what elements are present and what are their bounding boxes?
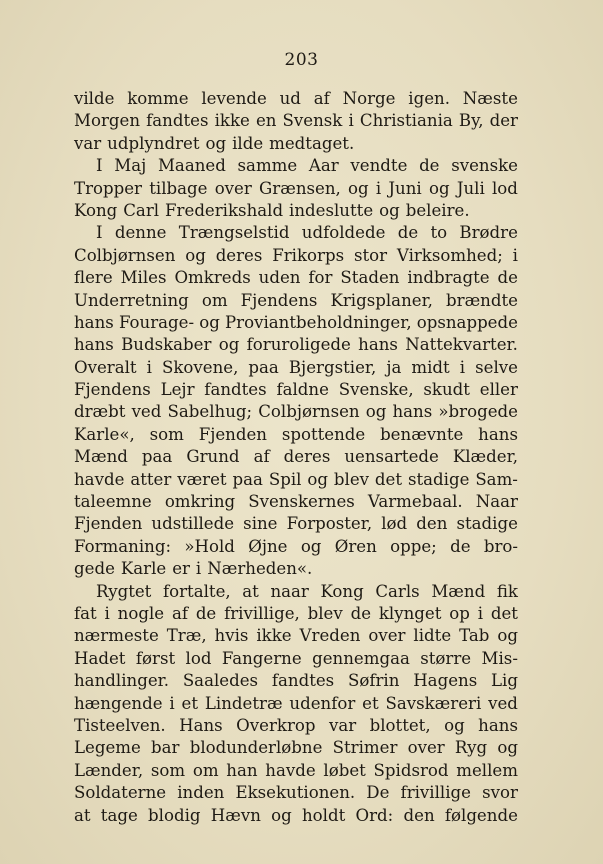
word: Fjendens — [74, 380, 151, 400]
word: Carls — [375, 581, 420, 601]
word: Mis- — [481, 648, 518, 668]
text-line — [74, 715, 518, 737]
word: Maaned — [157, 156, 226, 176]
word: og — [348, 178, 369, 198]
word: vendte — [350, 156, 408, 176]
word: Ryg — [454, 738, 488, 758]
text-line — [74, 513, 518, 535]
word: Svenske, — [338, 380, 414, 400]
word: inden — [177, 783, 225, 803]
word: Juni — [388, 178, 422, 198]
word: at — [242, 581, 259, 601]
word: stadige — [407, 469, 470, 489]
text-line — [74, 401, 518, 423]
word: Varmebaal. — [367, 492, 463, 512]
word: at — [74, 805, 91, 825]
word: Underretning — [74, 290, 189, 310]
text-line — [74, 760, 518, 782]
word: svor — [482, 783, 518, 803]
text-line — [74, 693, 518, 715]
text-line — [74, 178, 518, 200]
word: følgende — [444, 805, 518, 825]
text-line — [74, 267, 518, 289]
word: Colbjørnsen — [74, 245, 176, 265]
word: ud — [279, 89, 301, 108]
word: Frikorps — [272, 245, 345, 265]
text-line — [74, 805, 518, 827]
word: Norge — [342, 89, 396, 108]
word: ved — [131, 402, 162, 422]
word: af — [253, 447, 270, 467]
word: større — [420, 648, 472, 668]
word: i — [348, 111, 354, 131]
word: og — [428, 178, 450, 198]
word: ved — [488, 693, 518, 713]
word: Træ, — [166, 626, 207, 646]
word: Juli — [456, 178, 485, 198]
text-line — [74, 110, 518, 132]
word: Mænd — [74, 447, 128, 467]
word: foruroligede — [246, 335, 351, 355]
word: og — [300, 536, 322, 556]
word: Klæder, — [452, 447, 518, 467]
word: og — [379, 200, 400, 220]
word: mellem — [456, 760, 518, 780]
word: Savskæreri — [385, 693, 482, 713]
word: levende — [201, 89, 267, 108]
word: fandtes — [204, 380, 267, 400]
word: Overalt — [74, 357, 137, 377]
word: lidte — [413, 626, 452, 646]
word: de — [497, 268, 518, 288]
word: hans — [478, 715, 518, 735]
word: Kong — [320, 581, 364, 601]
word: lod — [492, 178, 518, 198]
word: i — [146, 357, 152, 377]
word: de — [195, 603, 217, 623]
word: selve — [475, 357, 518, 377]
word: frivillige — [400, 783, 471, 803]
word: om — [201, 290, 228, 310]
word: i — [459, 357, 466, 377]
text-line — [74, 290, 518, 312]
word: Sabelhug; — [167, 402, 253, 422]
word: Strimer — [332, 738, 398, 758]
word: »Hold — [184, 536, 235, 556]
word: paa — [248, 357, 279, 377]
word: indbragte — [407, 268, 490, 288]
word: Omkreds — [174, 268, 251, 288]
word: Hans — [179, 715, 223, 735]
word: Fourage- — [118, 312, 195, 332]
word: Fjenden — [74, 514, 143, 534]
word: eller — [479, 380, 518, 400]
word: Svensk — [282, 111, 343, 131]
word: lod — [185, 648, 212, 668]
word: Hadet — [74, 648, 126, 668]
word: løbet — [323, 760, 366, 780]
word: Forposter, — [286, 514, 373, 534]
text-line — [74, 603, 518, 625]
word: om — [192, 760, 219, 780]
word: fat — [74, 603, 97, 623]
word: Hævn — [210, 805, 261, 825]
word: fik — [496, 581, 518, 601]
word: Øjne — [248, 536, 288, 556]
word: Brødre — [459, 223, 518, 243]
word: Hagens — [413, 671, 478, 691]
word: Lindetræ — [204, 693, 283, 713]
word: Grund — [186, 447, 240, 467]
word: Eksekutionen. — [235, 783, 356, 803]
word: taleemne — [74, 492, 152, 512]
text-line — [74, 670, 518, 692]
word: atter — [130, 469, 172, 489]
word: midt — [411, 357, 450, 377]
word: Bjergstier, — [288, 357, 377, 377]
word: Maj — [114, 156, 147, 176]
word: blodig — [148, 805, 201, 825]
word: Trængselstid — [178, 223, 290, 243]
word: Nærheden«. — [207, 559, 313, 579]
word: gennemgaa — [312, 648, 410, 668]
word: tage — [100, 805, 138, 825]
word: hans — [392, 402, 433, 422]
word: Fjenden — [198, 424, 267, 444]
word: udstillede — [151, 514, 235, 534]
text-line — [74, 424, 518, 446]
text-line — [74, 782, 518, 804]
word: et — [181, 693, 199, 713]
word: hans — [74, 335, 114, 355]
word: stadige — [456, 514, 518, 534]
word: Christiania — [359, 111, 453, 131]
word: uensartede — [344, 447, 439, 467]
text-line — [74, 334, 518, 356]
text-line — [74, 581, 518, 603]
word: Karle — [120, 559, 167, 579]
word: fandtes — [271, 671, 335, 691]
word: klynget — [378, 603, 442, 623]
word: udenfor — [289, 693, 356, 713]
word: og — [185, 245, 206, 265]
text-line — [74, 446, 518, 468]
text-line — [74, 558, 518, 580]
word: ikke — [256, 626, 292, 646]
word: og — [199, 312, 220, 332]
word: denne — [114, 223, 167, 243]
word: By, — [458, 111, 484, 131]
word: Kong — [74, 200, 118, 220]
word: hans — [478, 424, 518, 444]
word: de — [419, 156, 440, 176]
word: Næste — [462, 89, 518, 108]
word: medtaget. — [269, 133, 355, 153]
word: bar — [151, 738, 180, 758]
word: paa — [141, 447, 173, 467]
word: i — [512, 245, 518, 265]
word: været — [177, 469, 227, 489]
word: faldne — [276, 380, 329, 400]
word: bro- — [483, 536, 518, 556]
word: Tropper — [74, 178, 142, 198]
word: deres — [283, 447, 331, 467]
word: for — [308, 268, 333, 288]
word: dræbt — [74, 402, 126, 422]
text-line — [74, 245, 518, 267]
word: paa — [232, 469, 263, 489]
word: stor — [353, 245, 388, 265]
word: Ord: — [355, 805, 394, 825]
word: Grænsen, — [259, 178, 341, 198]
word: igen. — [408, 89, 450, 108]
word: i — [477, 603, 483, 623]
word: det — [374, 469, 403, 489]
word: Miles — [120, 268, 167, 288]
word: Legeme — [74, 738, 141, 758]
text-line — [74, 222, 518, 244]
word: de — [397, 223, 419, 243]
word: Aar — [308, 156, 339, 176]
word: flere — [74, 268, 113, 288]
word: Fangerne — [221, 648, 302, 668]
word: ilde — [232, 133, 264, 153]
word: hængende — [74, 693, 163, 713]
text-line — [74, 737, 518, 759]
word: samme — [237, 156, 298, 176]
word: blev — [333, 469, 370, 489]
word: Sam- — [475, 469, 518, 489]
word: Tab — [459, 626, 490, 646]
word: Nattekvarter. — [405, 335, 518, 355]
text-line — [74, 200, 518, 222]
word: en — [255, 111, 277, 131]
word: Karle«, — [74, 424, 135, 444]
word: den — [416, 514, 448, 534]
word: og — [307, 469, 328, 489]
text-line — [74, 491, 518, 513]
word: Mænd — [431, 581, 486, 601]
word: omkring — [164, 492, 236, 512]
text-line — [74, 88, 518, 110]
word: i — [104, 603, 110, 623]
word: Frederikshald — [165, 200, 284, 220]
word: Skovene, — [161, 357, 239, 377]
word: i — [195, 559, 202, 579]
word: han — [226, 760, 258, 780]
word: Søfrin — [347, 671, 400, 691]
word: Soldaterne — [74, 783, 167, 803]
word: den — [403, 805, 435, 825]
word: Carl — [123, 200, 160, 220]
word: som — [150, 760, 186, 780]
word: et — [362, 693, 379, 713]
word: brændte — [446, 290, 518, 310]
word: havde — [265, 760, 316, 780]
word: komme — [127, 89, 189, 108]
word: Staden — [340, 268, 400, 288]
word: deres — [215, 245, 263, 265]
word: benævnte — [380, 424, 464, 444]
word: Lig — [491, 671, 518, 691]
text-line — [74, 625, 518, 647]
word: de — [450, 536, 471, 556]
word: frivillige, — [224, 603, 300, 623]
word: udplyndret — [107, 133, 200, 153]
word: vilde — [74, 89, 115, 108]
word: og — [205, 133, 227, 153]
word: De — [366, 783, 390, 803]
word: og — [497, 626, 518, 646]
word: over — [214, 178, 252, 198]
word: Rygtet — [96, 581, 152, 601]
word: Tisteelven. — [74, 715, 166, 735]
word: spottende — [281, 424, 366, 444]
word: op — [449, 603, 470, 623]
word: i — [375, 178, 382, 198]
word: først — [135, 648, 176, 668]
word: der — [489, 111, 518, 131]
word: udfoldede — [301, 223, 386, 243]
word: og — [497, 738, 518, 758]
word: over — [407, 738, 445, 758]
word: indeslutte — [289, 200, 374, 220]
word: Morgen — [74, 111, 141, 131]
word: var — [328, 715, 357, 735]
word: i — [169, 693, 175, 713]
text-line — [74, 155, 518, 177]
text-line — [74, 379, 518, 401]
word: Svenskernes — [248, 492, 355, 512]
word: blottet, — [369, 715, 431, 735]
text-line — [74, 648, 518, 670]
word: gede — [74, 559, 115, 579]
word: I — [96, 156, 103, 176]
word: I — [96, 223, 103, 243]
word: Formaning: — [74, 536, 172, 556]
word: Colbjørnsen — [258, 402, 360, 422]
word: og — [444, 715, 465, 735]
word: Virksomhed; — [396, 245, 503, 265]
word: af — [313, 89, 330, 108]
word: nærmeste — [74, 626, 159, 646]
word: havde — [74, 469, 125, 489]
word: hans — [74, 312, 114, 332]
word: skudt — [423, 380, 470, 400]
word: lød — [381, 514, 408, 534]
word: »brogede — [438, 402, 518, 422]
word: uden — [258, 268, 301, 288]
text-line — [74, 133, 518, 155]
word: holdt — [302, 805, 346, 825]
word: oppe; — [390, 536, 437, 556]
word: det — [490, 603, 518, 623]
word: og — [218, 335, 240, 355]
word: Krigsplaner, — [330, 290, 433, 310]
text-line — [74, 357, 518, 379]
word: Spidsrod — [373, 760, 449, 780]
word: og — [365, 402, 387, 422]
word: svenske — [451, 156, 518, 176]
word: Saaledes — [182, 671, 259, 691]
word: som — [149, 424, 184, 444]
page-number: 203 — [284, 50, 319, 70]
word: Vreden — [299, 626, 361, 646]
word: var — [74, 133, 102, 153]
word: beleire. — [405, 200, 470, 220]
word: handlinger. — [74, 671, 170, 691]
word: ja — [386, 357, 402, 377]
word: og — [271, 805, 292, 825]
word: Lænder, — [74, 760, 144, 780]
body-text — [74, 88, 518, 827]
word: blev — [307, 603, 343, 623]
word: naar — [270, 581, 309, 601]
word: ikke — [214, 111, 250, 131]
word: hvis — [214, 626, 249, 646]
word: nogle — [117, 603, 165, 623]
word: Overkrop — [236, 715, 316, 735]
text-line — [74, 469, 518, 491]
word: af — [171, 603, 188, 623]
text-line — [74, 536, 518, 558]
word: Proviantbeholdninger, — [225, 312, 412, 332]
word: tilbage — [149, 178, 208, 198]
word: fandtes — [146, 111, 209, 131]
word: Lejr — [160, 380, 195, 400]
word: Fjendens — [240, 290, 318, 310]
word: blodunderløbne — [189, 738, 323, 758]
word: Spil — [268, 469, 302, 489]
word: fortalte, — [162, 581, 231, 601]
word: Naar — [475, 492, 518, 512]
word: to — [430, 223, 448, 243]
word: over — [368, 626, 406, 646]
text-line — [74, 312, 518, 334]
word: er — [172, 559, 190, 579]
word: sine — [243, 514, 278, 534]
word: de — [350, 603, 372, 623]
word: Øren — [334, 536, 377, 556]
word: Budskaber — [121, 335, 212, 355]
word: opsnappede — [416, 312, 518, 332]
word: hans — [358, 335, 398, 355]
